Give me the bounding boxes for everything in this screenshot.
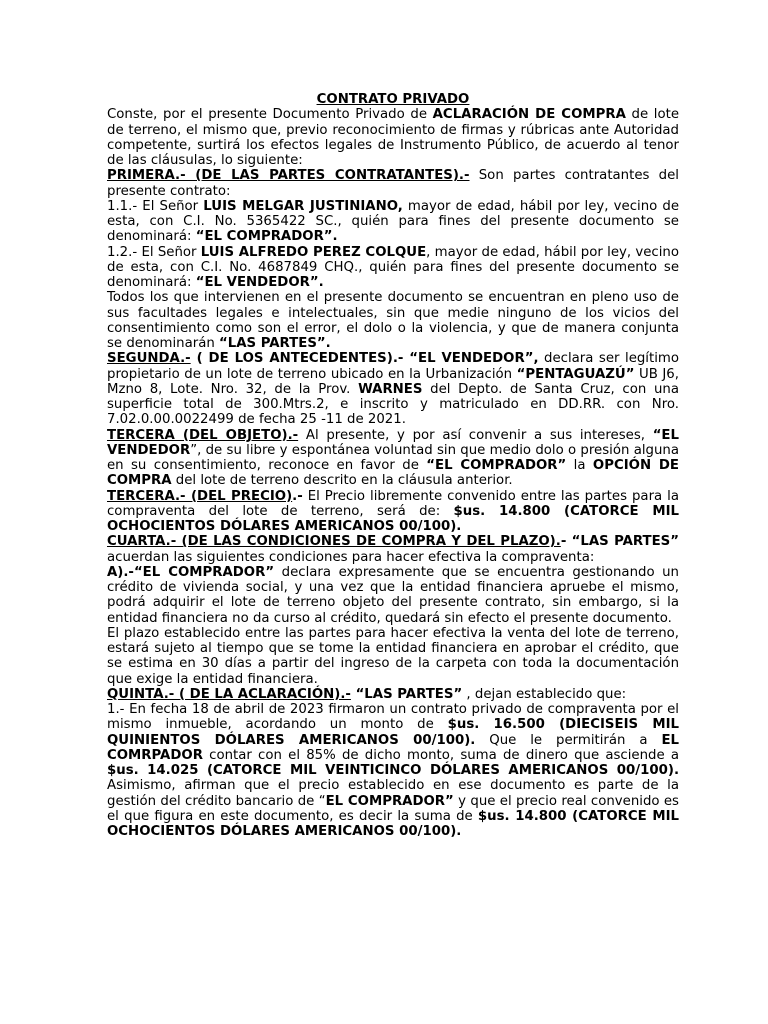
clause-heading: CUARTA.- (DE LAS CONDICIONES DE COMPRA Y DEL PLAZO). bbox=[107, 534, 561, 550]
condition-a: A).-“EL COMPRADOR” declara expresamente que se encuentra gestionando un crédito de vivienda social, y una vez que la entidad financiera apruebe el mismo, podrá adquirir el lote de terreno objeto del presente contrato, sin embargo, si la entidad financiera no da curso al crédito, quedará sin efecto el presente documento. bbox=[107, 564, 679, 626]
parties-capacity: Todos los que intervienen en el presente documento se encuentran en pleno uso de sus facultades legales e intelectuales, sin que medie ninguno de los vicios del consentimiento como son el error, el dolo o la violencia, y que de manera conjunta se denominarán “LAS PARTES”. bbox=[107, 290, 679, 351]
intro-paragraph: Conste, por el presente Documento Privado de ACLARACIÓN DE COMPRA de lote de terreno, el mismo que, previo reconocimiento de firmas y rúbricas ante Autoridad competente, surtirá los efectos legales de Instrumento Público, de acuerdo al tenor de las cláusulas, lo siguiente: bbox=[107, 107, 679, 168]
clause-primera: PRIMERA.- (DE LAS PARTES CONTRATANTES).- Son partes contratantes del presente contrato: bbox=[107, 168, 679, 199]
party-seller: 1.2.- El Señor LUIS ALFREDO PEREZ COLQUE, mayor de edad, hábil por ley, vecino de esta, con C.I. No. 4687849 CHQ., quién para fines del presente documento se denominará: “EL VENDEDOR”. bbox=[107, 244, 679, 290]
clause-heading: TERCERA (DEL OBJETO).- bbox=[107, 427, 299, 443]
clarification-1: 1.- En fecha 18 de abril de 2023 firmaron un contrato privado de compraventa por el mismo inmueble, acordando un monto de $us. 16.500 (DIECISEIS MIL QUINIENTOS DÓLARES AMERICANOS 00/100). Que le permitirán a EL COMRPADOR contar con el 85% de dicho monto, suma de dinero que asciende a $us. 14.025 (CATORCE MIL VEINTICINCO DÓLARES AMERICANOS 00/100). Asimismo, afirman que el precio establecido en ese documento es parte de la gestión del crédito bancario de “EL COMPRADOR” y que el precio real convenido es el que figura en este documento, es decir la suma de $us. 14.800 (CATORCE MIL OCHOCIENTOS DÓLARES AMERICANOS 00/100). bbox=[107, 702, 679, 839]
document-title: CONTRATO PRIVADO bbox=[316, 92, 470, 107]
clause-cuarta: CUARTA.- (DE LAS CONDICIONES DE COMPRA Y DEL PLAZO).- “LAS PARTES” acuerdan las siguientes condiciones para hacer efectiva la compraventa: bbox=[107, 534, 679, 565]
clause-heading: PRIMERA.- (DE LAS PARTES CONTRATANTES).- bbox=[107, 168, 470, 184]
party-buyer: 1.1.- El Señor LUIS MELGAR JUSTINIANO, mayor de edad, hábil por ley, vecino de esta, con C.I. No. 5365422 SC., quién para fines del presente documento se denominará: “EL COMPRADOR”. bbox=[107, 198, 679, 245]
clause-tercera-precio: TERCERA.- (DEL PRECIO).- El Precio libremente convenido entre las partes para la compraventa del lote de terreno, será de: $us. 14.800 (CATORCE MIL OCHOCIENTOS DÓLARES AMERICANOS 00/100). bbox=[107, 488, 679, 534]
clause-heading: TERCERA.- (DEL PRECIO) bbox=[107, 488, 293, 504]
term-paragraph: El plazo establecido entre las partes para hacer efectiva la venta del lote de terreno, estará sujeto al tiempo que se tome la entidad financiera en aprobar el crédito, que se estima en 30 días a partir del ingreso de la carpeta con toda la documentación que exige la entidad financiera. bbox=[107, 625, 679, 687]
clause-tercera-objeto: TERCERA (DEL OBJETO).- Al presente, y por así convenir a sus intereses, “EL VENDEDOR”, de su libre y espontánea voluntad sin que medio dolo o presión alguna en su consentimiento, reconoce en favor de “EL COMPRADOR” la OPCIÓN DE COMPRA del lote de terreno descrito en la cláusula anterior. bbox=[107, 427, 680, 489]
clause-segunda: SEGUNDA.- ( DE LOS ANTECEDENTES).- “EL VENDEDOR”, declara ser legítimo propietario de un lote de terreno ubicado en la Urbanización “PENTAGUAZÚ” UB J6, Mzno 8, Lote. Nro. 32, de la Prov. WARNES del Depto. de Santa Cruz, con una superficie total de 300.Mtrs.2, e inscrito y matriculado en DD.RR. con Nro. 7.02.0.00.0022499 de fecha 25 -11 de 2021. bbox=[107, 351, 679, 428]
clause-quinta: QUINTA.- ( DE LA ACLARACIÓN).- “LAS PARTES” , dejan establecido que: bbox=[107, 686, 627, 702]
clause-heading: SEGUNDA.- bbox=[107, 351, 191, 367]
contract-document bbox=[107, 92, 679, 839]
clause-heading: QUINTA.- ( DE LA ACLARACIÓN).- bbox=[107, 686, 351, 702]
